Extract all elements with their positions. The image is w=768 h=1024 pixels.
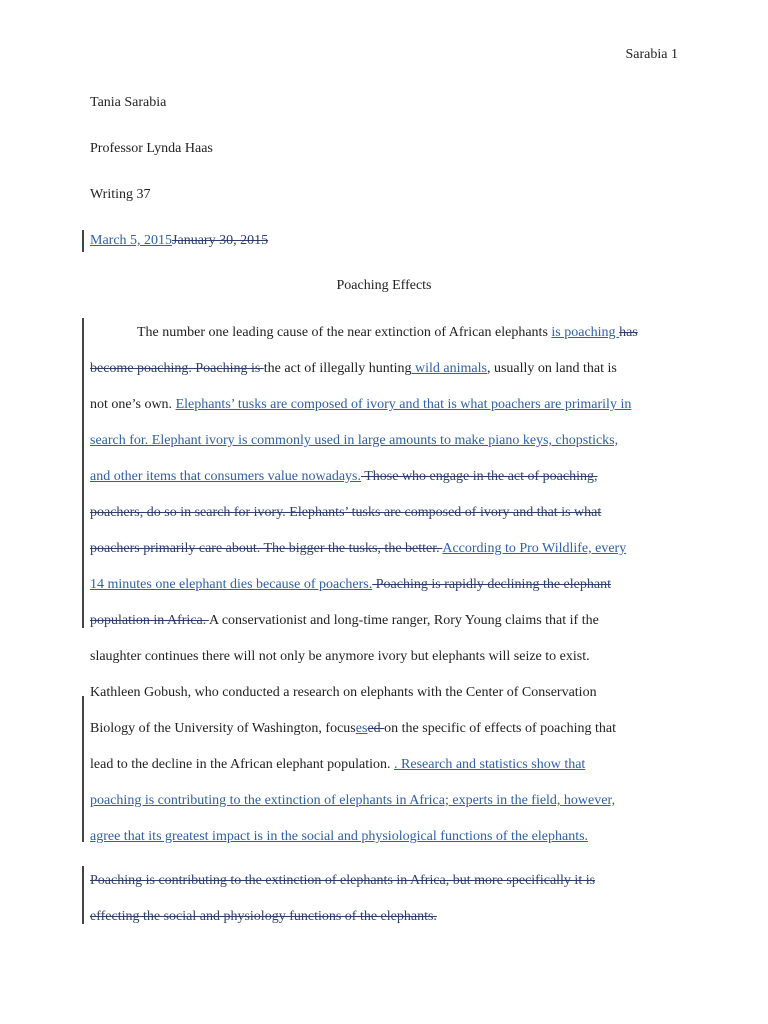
- inserted-text: wild animals: [411, 361, 487, 376]
- body-line: [90, 540, 626, 558]
- body-line: [90, 756, 585, 774]
- date-deleted: January 30, 2015: [172, 233, 269, 248]
- inserted-text: and other items that consumers value nowadays.: [90, 469, 361, 484]
- body-line: [90, 468, 598, 486]
- body-line: [90, 684, 597, 702]
- date-inserted: March 5, 2015: [90, 233, 173, 248]
- body-line: [137, 324, 638, 342]
- body-line: [90, 720, 616, 738]
- body-line: [90, 908, 437, 926]
- body-line: [90, 432, 618, 450]
- deleted-text: population in Africa.: [90, 613, 209, 628]
- inserted-text: 14 minutes one elephant dies because of poachers.: [90, 577, 373, 592]
- inserted-text: agree that its greatest impact is in the social and physiological functions of the elephants.: [90, 829, 589, 844]
- inserted-text: poaching is contributing to the extinction of elephants in Africa; experts in the field, however,: [90, 793, 616, 808]
- body-line: [90, 576, 611, 594]
- inserted-text: search for. Elephant ivory is commonly used in large amounts to make piano keys, chopsticks,: [90, 433, 619, 448]
- body-line: [90, 612, 599, 630]
- body-line: [90, 872, 595, 890]
- deleted-text: Those who engage in the act of poaching,: [360, 469, 598, 484]
- body-text: A conservationist and long-time ranger, Rory Young claims that if the: [208, 613, 599, 628]
- body-line: [90, 504, 601, 522]
- body-text: The number one leading cause of the near extinction of African elephants: [137, 325, 552, 340]
- inserted-text: Elephants’ tusks are composed of ivory and that is what poachers are primarily in: [175, 397, 632, 412]
- body-line: [90, 648, 590, 666]
- essay-title: Poaching Effects: [336, 278, 432, 293]
- body-text: , usually on land that is: [486, 361, 617, 376]
- body-text: Biology of the University of Washington, focus: [90, 721, 356, 736]
- course-name: Writing 37: [90, 187, 151, 202]
- body-text: not one’s own.: [90, 397, 176, 412]
- change-bar: [82, 696, 84, 842]
- inserted-text: . Research and statistics show that: [394, 757, 586, 772]
- change-bar: [82, 230, 84, 252]
- change-bar: [82, 866, 84, 924]
- change-bar: [82, 318, 84, 628]
- date-line: [90, 233, 268, 249]
- body-text: Kathleen Gobush, who conducted a research on elephants with the Center of Conservation: [90, 685, 597, 700]
- inserted-text: According to Pro Wildlife, every: [442, 541, 627, 556]
- deleted-text: poachers primarily care about. The bigger the tusks, the better.: [90, 541, 443, 556]
- body-line: [90, 396, 631, 414]
- inserted-text: is poaching: [551, 325, 620, 340]
- body-line: [90, 360, 617, 378]
- deleted-text: effecting the social and physiology functions of the elephants.: [90, 909, 437, 924]
- body-text: lead to the decline in the African elephant population.: [90, 757, 395, 772]
- author-name: Tania Sarabia: [90, 95, 167, 110]
- deleted-text: become poaching. Poaching is: [90, 361, 264, 376]
- body-line: [90, 828, 588, 846]
- deleted-text: poachers, do so in search for ivory. Elephants’ tusks are composed of ivory and that is what: [90, 505, 602, 520]
- body-text: the act of illegally hunting: [263, 361, 412, 376]
- deleted-text: Poaching is rapidly declining the elephant: [372, 577, 611, 592]
- body-text: on the specific of effects of poaching that: [384, 721, 616, 736]
- professor-name: Professor Lynda Haas: [90, 141, 213, 156]
- inserted-text: es: [355, 721, 368, 736]
- body-line: [90, 792, 615, 810]
- deleted-text: Poaching is contributing to the extinction of elephants in Africa, but more specifically it is: [90, 873, 596, 888]
- body-text: slaughter continues there will not only be anymore ivory but elephants will seize to exist.: [90, 649, 590, 664]
- deleted-text: has: [619, 325, 638, 340]
- page-header: Sarabia 1: [625, 47, 678, 62]
- deleted-text: ed: [367, 721, 385, 736]
